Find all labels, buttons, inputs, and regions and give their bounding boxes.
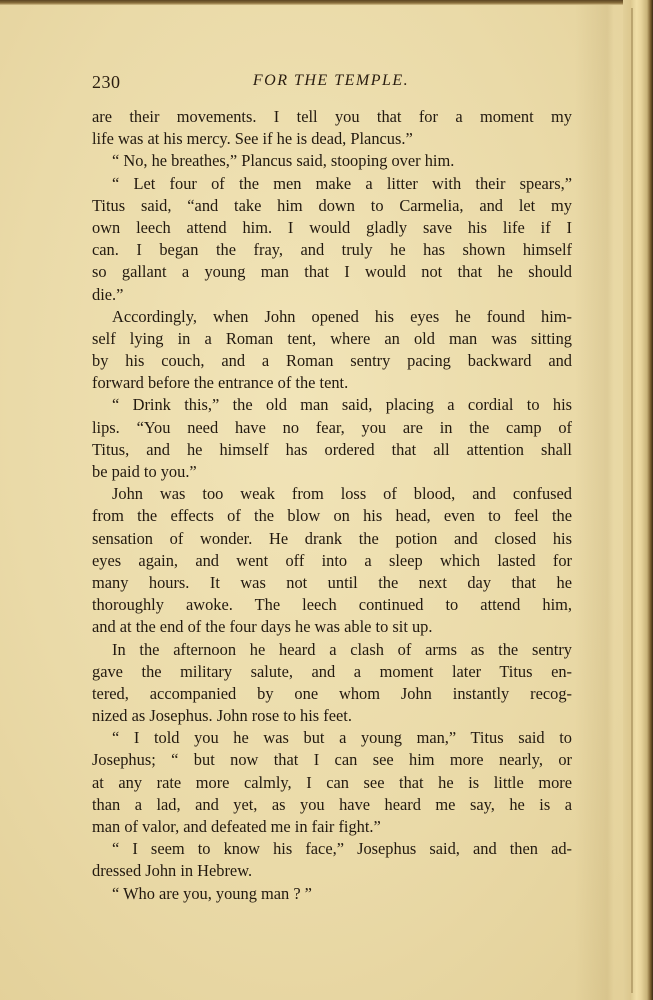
page-fore-edge (623, 0, 653, 1000)
page-number: 230 (92, 72, 121, 92)
text-line: “ Drink this,” the old man said, placing a cordial to his (112, 395, 572, 415)
text-line: In the afternoon he heard a clash of arms as the sentry (112, 639, 572, 659)
text-line: many hours. It was not until the next day that he (92, 572, 572, 592)
text-line: own leech attend him. I would gladly save his life if I (92, 217, 572, 237)
text-line: can. I began the fray, and truly he has shown himself (92, 240, 572, 260)
text-line: tered, accompanied by one whom John instantly recog- (92, 683, 572, 703)
text-line: than a lad, and yet, as you have heard me say, he is a (92, 794, 572, 814)
text-line: eyes again, and went off into a sleep which lasted for (92, 550, 572, 570)
text-line: Accordingly, when John opened his eyes he found him- (112, 306, 572, 326)
text-line: and at the end of the four days he was able to sit up. (92, 617, 433, 637)
text-line: life was at his mercy. See if he is dead, Plancus.” (92, 129, 413, 149)
page-header (92, 72, 570, 96)
text-line: from the effects of the blow on his head, even to feel the (92, 506, 572, 526)
text-line: dressed John in Hebrew. (92, 861, 253, 881)
text-line: John was too weak from loss of blood, and confused (112, 484, 572, 504)
text-line: gave the military salute, and a moment later Titus en- (92, 661, 572, 681)
text-line: “ I told you he was but a young man,” Titus said to (112, 728, 572, 748)
text-line: man of valor, and defeated me in fair fight.” (92, 817, 381, 836)
text-line: die.” (92, 284, 124, 304)
text-line: are their movements. I tell you that for a moment my (92, 107, 572, 126)
text-line: by his couch, and a Roman sentry pacing backward and (92, 351, 572, 371)
text-line: at any rate more calmly, I can see that he is little more (92, 772, 572, 792)
text-line: self lying in a Roman tent, where an old man was sitting (92, 328, 572, 348)
text-line: nized as Josephus. John rose to his feet. (92, 706, 352, 726)
page-fold-line (631, 8, 633, 993)
running-head: FOR THE TEMPLE. (252, 72, 410, 89)
text-line: “ Let four of the men make a litter with their spears,” (112, 173, 572, 193)
text-line: “ Who are you, young man ? ” (112, 883, 312, 903)
text-line: Titus, and he himself has ordered that all attention shall (92, 439, 572, 459)
text-line: thoroughly awoke. The leech continued to attend him, (92, 595, 572, 615)
text-line: lips. “You need have no fear, you are in the camp of (92, 417, 572, 437)
text-line: Titus said, “and take him down to Carmelia, and let my (92, 195, 572, 215)
text-line: Josephus; “ but now that I can see him more nearly, or (92, 750, 572, 770)
page-top-edge (0, 0, 653, 5)
text-line: sensation of wonder. He drank the potion and closed his (92, 528, 572, 548)
text-line: be paid to you.” (92, 462, 197, 481)
text-line: “ No, he breathes,” Plancus said, stooping over him. (112, 151, 455, 171)
text-line: so gallant a young man that I would not that he should (92, 262, 572, 282)
text-line: “ I seem to know his face,” Josephus said, and then ad- (112, 839, 572, 859)
body-text (92, 106, 572, 905)
text-line: forward before the entrance of the tent. (92, 373, 349, 393)
